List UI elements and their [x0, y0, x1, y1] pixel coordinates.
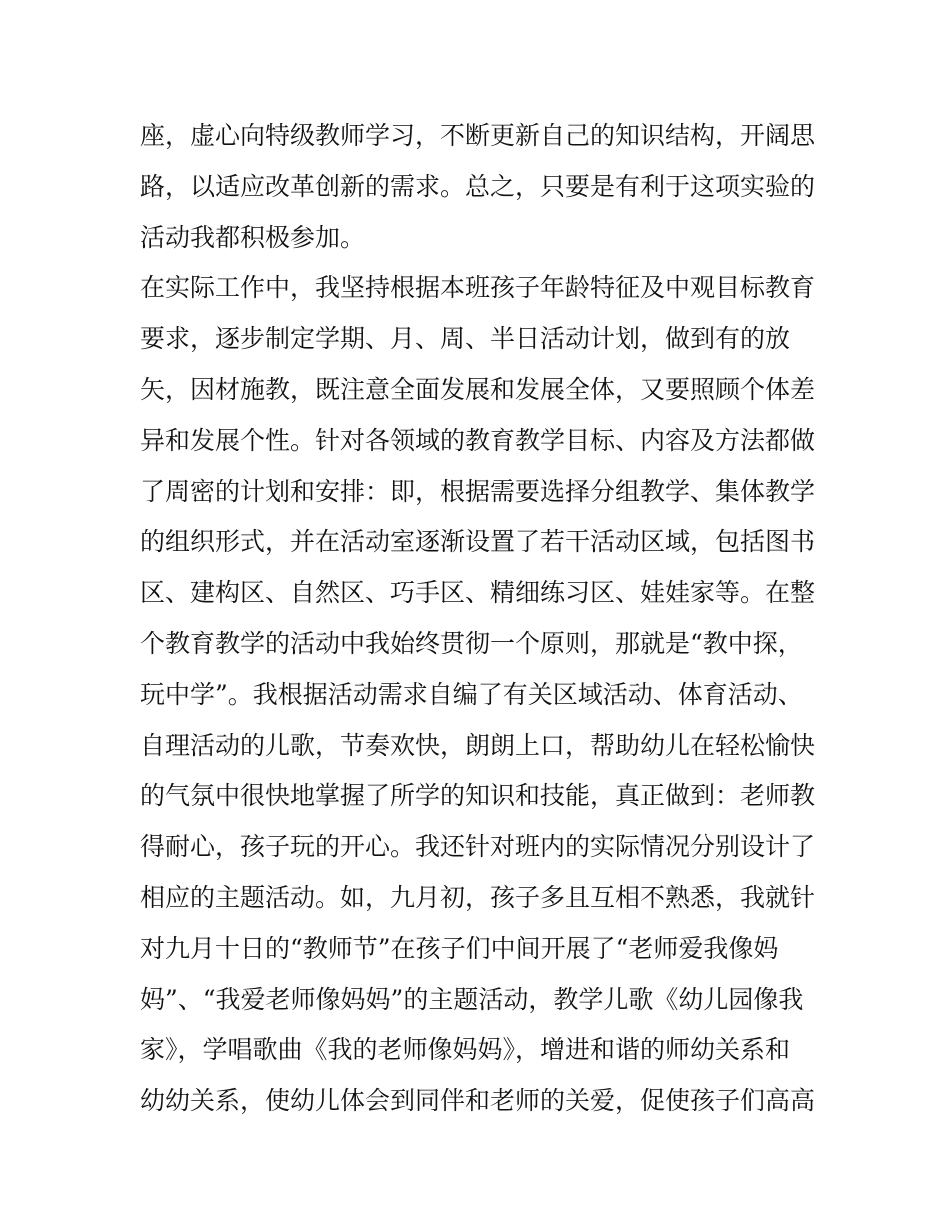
text-line: 路，以适应改革创新的需求。总之，只要是有利于这项实验的 [140, 171, 816, 201]
text-line: 的气氛中很快地掌握了所学的知识和技能，真正做到：老师教 [140, 781, 816, 811]
text-line: 活动我都积极参加。 [140, 222, 366, 252]
text-line: 妈”、“我爱老师像妈妈”的主题活动，教学儿歌《幼儿园像我 [140, 984, 804, 1014]
text-line: 个教育教学的活动中我始终贯彻一个原则，那就是“教中探， [140, 628, 803, 658]
text-line: 区、建构区、自然区、巧手区、精细练习区、娃娃家等。在整 [140, 578, 816, 608]
text-line: 玩中学”。我根据活动需求自编了有关区域活动、体育活动、 [140, 679, 803, 709]
body-text [140, 111, 820, 1127]
text-line: 在实际工作中，我坚持根据本班孩子年龄特征及中观目标教育 [140, 273, 816, 303]
text-line: 异和发展个性。针对各领域的教育教学目标、内容及方法都做 [140, 425, 816, 455]
text-line: 的组织形式，并在活动室逐渐设置了若干活动区域，包括图书 [140, 527, 816, 557]
text-line: 矢，因材施教，既注意全面发展和发展全体，又要照顾个体差 [140, 374, 816, 404]
text-line: 得耐心，孩子玩的开心。我还针对班内的实际情况分别设计了 [140, 832, 816, 862]
text-line: 要求，逐步制定学期、月、周、半日活动计划，做到有的放 [140, 324, 791, 354]
text-line: 自理活动的儿歌，节奏欢快，朗朗上口，帮助幼儿在轻松愉快 [140, 730, 816, 760]
text-line: 幼幼关系，使幼儿体会到同伴和老师的关爱，促使孩子们高高 [140, 1086, 816, 1116]
text-line: 家》，学唱歌曲《我的老师像妈妈》，增进和谐的师幼关系和 [140, 1035, 791, 1065]
text-line: 相应的主题活动。如，九月初，孩子多且互相不熟悉，我就针 [140, 882, 816, 912]
text-line: 了周密的计划和安排：即，根据需要选择分组教学、集体教学 [140, 476, 816, 506]
text-line: 座，虚心向特级教师学习，不断更新自己的知识结构，开阔思 [140, 121, 816, 150]
text-line: 对九月十日的“教师节”在孩子们中间开展了“老师爱我像妈 [140, 933, 779, 963]
